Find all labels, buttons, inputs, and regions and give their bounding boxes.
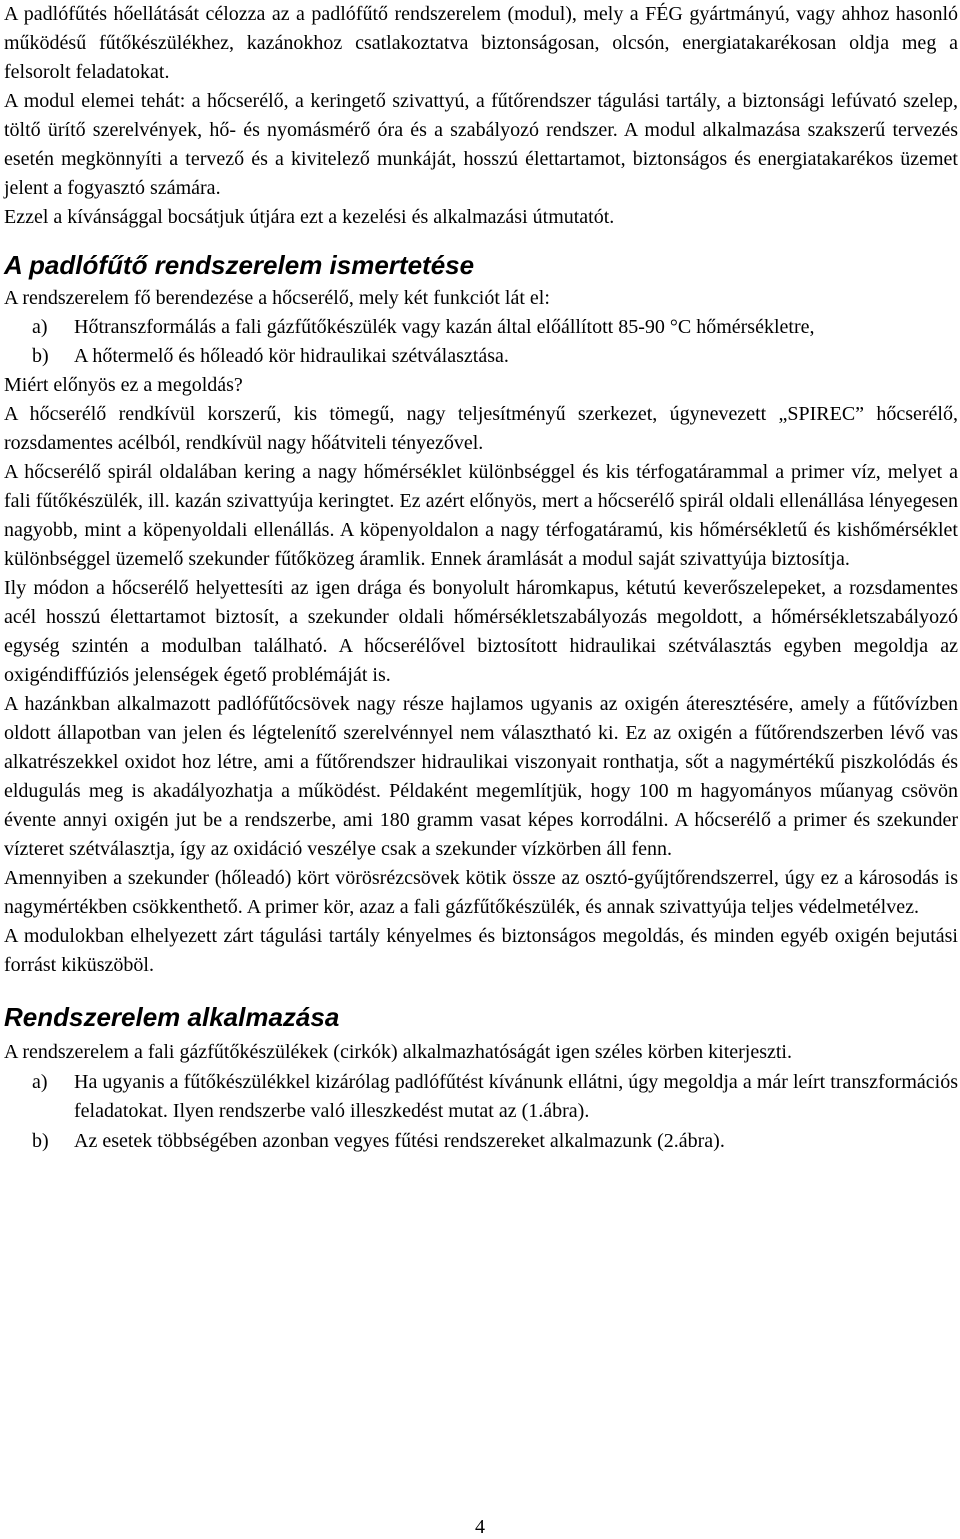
list-text: A hőtermelő és hőleadó kör hidraulikai szétválasztása. [74,345,509,367]
section1-paragraph-spirec: A hőcserélő rendkívül korszerű, kis tömegű, nagy teljesítményű szerkezet, úgynevezett „SPIREC” hőcserélő, rozsdamentes acélból, rendkívül nagy hőátviteli tényezővel. [4,403,958,454]
section1-paragraph-copper: Amennyiben a szekunder (hőleadó) kört vörösrézcsövek kötik össze az osztó-gyűjtőrendszerrel, úgy ez a károsodás is nagymértékben csökkenthető. A primer kör, azaz a fali gázfűtőkészülék, és annak szivattyúja teljes védelmetélvez. [4,867,958,918]
list-item-a [4,1068,958,1126]
intro-paragraph-2: A modul elemei tehát: a hőcserélő, a keringető szivattyú, a fűtőrendszer tágulási tartály, a biztonsági lefúvató szelep, töltő ürítő szerelvények, hő- és nyomásmérő óra és a szabályozó rendszer. A modul alkalmazása szakszerű tervezés esetén megkönnyíti a tervező és a kivitelező munkáját, hosszú élettartamot, biztonságos és energiatakarékos üzemet jelent a fogyasztó számára. [4,90,958,199]
page-number: 4 [475,1516,485,1538]
section1-paragraph-valves: Ily módon a hőcserélő helyettesíti az igen drága és bonyolult háromkapus, kétutú keverőszelepeket, a rozsdamentes acél hosszú élettartamot biztosít, a szekunder oldali hőmérsékletszabályozás megoldott, a hőmérsékletszabályozó egység szintén a modulban található. A hőcserélővel biztosított hidraulikai szétválasztás egyben megoldja az oxigéndiffúziós jelenségek égető problémáját is. [4,577,958,686]
section-heading-description: A padlófűtő rendszerelem ismertetése [4,250,475,280]
section1-paragraph-oxygen: A hazánkban alkalmazott padlófűtőcsövek nagy része hajlamos ugyanis az oxigén áteresztésére, amely a fűtővízben oldott állapotban van jelen és légtelenítő szerelvénnyel nem választható ki. Ez az oxigén a fűtőrendszerben lévő vas alkatrészekkel oxidot hoz létre, ami a fűtőrendszer hidraulikai viszonyait ronthatja, sőt a nagymértékű piszkolódás és eldugulás meg is akadályozhatja a működést. Példaként megemlítjük, hogy 100 m hagyományos műanyag csövön évente annyi oxigén jut be a rendszerbe, ami 180 gramm vasat képes korrodálni. A hőcserélő a primer és szekunder vízteret szétválasztja, így az oxidáció veszélye csak a szekunder vízkörben áll fenn. [4,693,958,860]
intro-paragraph-1: A padlófűtés hőellátását célozza az a padlófűtő rendszerelem (modul), mely a FÉG gyártmányú, vagy ahhoz hasonló működésű fűtőkészülékhez, kazánokhoz csatlakoztatva biztonságosan, olcsón, energiatakarékosan oldja meg a felsorolt feladatokat. [4,3,958,83]
section1-paragraph-expansion: A modulokban elhelyezett zárt tágulási tartály kényelmes és biztonságos megoldás, és minden egyéb oxigén bejutási forrást kiküszöböl. [4,925,958,976]
list-text: Hőtranszformálás a fali gázfűtőkészülék vagy kazán által előállított 85-90 °C hőmérsékletre, [74,316,815,338]
section-heading-application: Rendszerelem alkalmazása [4,1002,340,1032]
list-text: Az esetek többségében azonban vegyes fűtési rendszereket alkalmazunk (2.ábra). [74,1130,725,1152]
list-marker: a) [32,1071,48,1093]
intro-paragraph-3: Ezzel a kívánsággal bocsátjuk útjára ezt a kezelési és alkalmazási útmutatót. [4,206,615,228]
list-marker: b) [32,1130,49,1152]
list-item-a [4,313,958,342]
list-text: Ha ugyanis a fűtőkészülékkel kizárólag padlófűtést kívánunk ellátni, úgy megoldja a már leírt transzformációs feladatokat. Ilyen rendszerbe való illeszkedést mutat az (1.ábra). [74,1071,958,1122]
section2-lead: A rendszerelem a fali gázfűtőkészülékek (cirkók) alkalmazhatóságát igen széles körben kiterjeszti. [4,1041,792,1063]
section1-paragraph-primary: A hőcserélő spirál oldalában kering a nagy hőmérséklet különbséggel és kis térfogatárammal a primer víz, melyet a fali fűtőkészülék, ill. kazán szivattyúja keringtet. Ez azért előnyös, mert a hőcserélő spirál oldali ellenállása lényegesen nagyobb, mint a köpenyoldali ellenállás. A köpenyoldalon a nagy térfogatáramú, kis hőmérsékletű és kishőmérséklet különbséggel üzemelő szekunder fűtőközeg áramlik. Ennek áramlását a modul saját szivattyúja biztosítja. [4,461,958,570]
list-marker: a) [32,316,48,338]
list-marker: b) [32,345,49,367]
section1-paragraph-question: Miért előnyös ez a megoldás? [4,374,243,396]
list-item-b [4,1127,958,1156]
section1-lead: A rendszerelem fő berendezése a hőcserélő, mely két funkciót lát el: [4,287,550,309]
list-item-b [4,342,958,371]
